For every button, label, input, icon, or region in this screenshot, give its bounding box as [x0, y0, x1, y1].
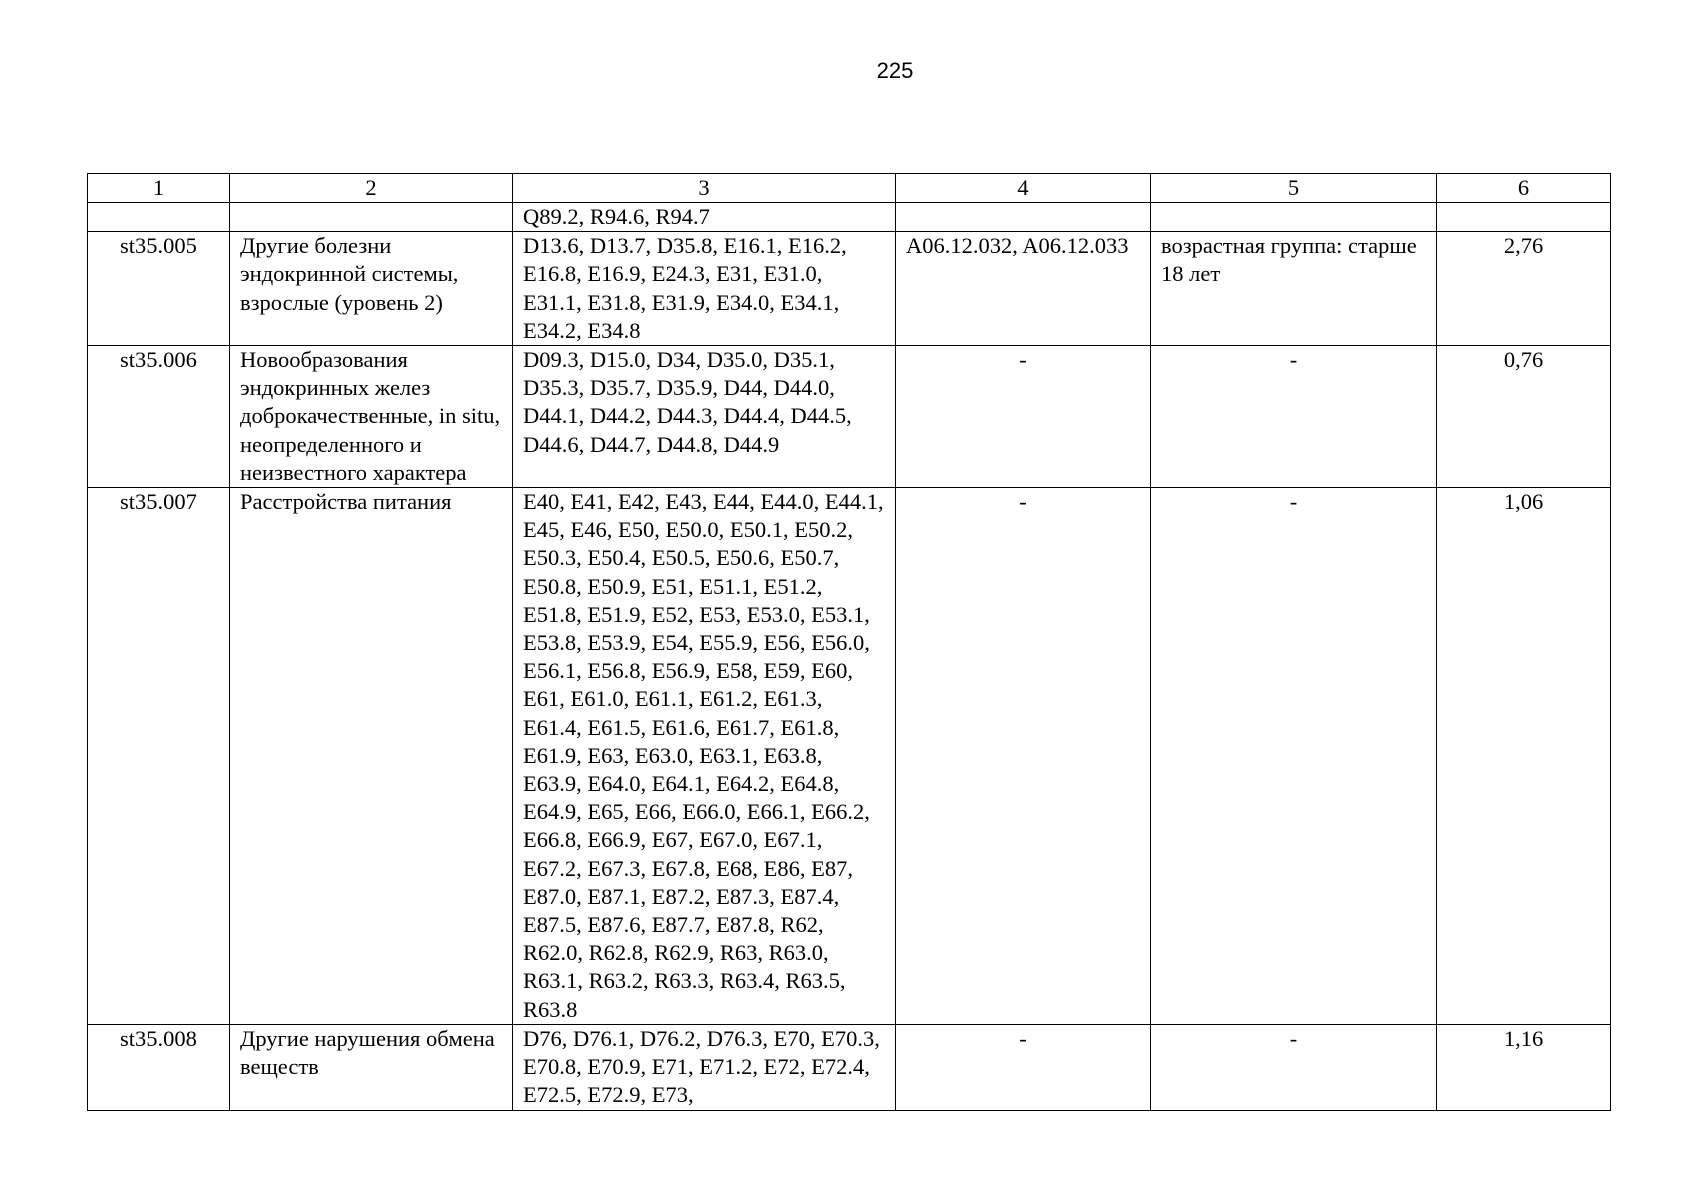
- cell-criteria: -: [1151, 346, 1437, 488]
- column-header-3: 3: [513, 174, 896, 203]
- table-row-continuation: [88, 203, 1611, 232]
- column-header-6: 6: [1437, 174, 1611, 203]
- tariff-table: [87, 173, 1611, 1111]
- cell-name: Расстройства питания: [230, 488, 513, 1025]
- cell-code: st35.007: [88, 488, 230, 1025]
- cell-coefficient: 0,76: [1437, 346, 1611, 488]
- cell-diagnoses: D76, D76.1, D76.2, D76.3, E70, E70.3, E70.8, E70.9, E71, E71.2, E72, E72.4, E72.5, E72.9, E73,: [513, 1024, 896, 1110]
- cell-services: -: [896, 488, 1151, 1025]
- cell-code: [88, 203, 230, 232]
- cell-diagnoses: Q89.2, R94.6, R94.7: [513, 203, 896, 232]
- table-row: [88, 488, 1611, 1025]
- cell-diagnoses: D09.3, D15.0, D34, D35.0, D35.1, D35.3, D35.7, D35.9, D44, D44.0, D44.1, D44.2, D44.3, D44.4, D44.5, D44.6, D44.7, D44.8, D44.9: [513, 346, 896, 488]
- cell-coefficient: 1,06: [1437, 488, 1611, 1025]
- cell-name: [230, 203, 513, 232]
- cell-diagnoses: E40, E41, E42, E43, E44, E44.0, E44.1, E45, E46, E50, E50.0, E50.1, E50.2, E50.3, E50.4, E50.5, E50.6, E50.7, E50.8, E50.9, E51, E51.1, E51.2, E51.8, E51.9, E52, E53, E53.0, E53.1, E53.8, E53.9, E54, E55.9, E56, E56.0, E56.1, E56.8, E56.9, E58, E59, E60, E61, E61.0, E61.1, E61.2, E61.3, E61.4, E61.5, E61.6, E61.7, E61.8, E61.9, E63, E63.0, E63.1, E63.8, E63.9, E64.0, E64.1, E64.2, E64.8, E64.9, E65, E66, E66.0, E66.1, E66.2, E66.8, E66.9, E67, E67.0, E67.1, E67.2, E67.3, E67.8, E68, E86, E87, E87.0, E87.1, E87.2, E87.3, E87.4, E87.5, E87.6, E87.7, E87.8, R62, R62.0, R62.8, R62.9, R63, R63.0, R63.1, R63.2, R63.3, R63.4, R63.5, R63.8: [513, 488, 896, 1025]
- column-header-2: 2: [230, 174, 513, 203]
- cell-code: st35.006: [88, 346, 230, 488]
- cell-criteria: -: [1151, 1024, 1437, 1110]
- cell-services: A06.12.032, A06.12.033: [896, 232, 1151, 346]
- table-row: [88, 232, 1611, 346]
- cell-criteria: возрастная группа: старше 18 лет: [1151, 232, 1437, 346]
- cell-name: Другие нарушения обмена веществ: [230, 1024, 513, 1110]
- cell-services: -: [896, 1024, 1151, 1110]
- cell-code: st35.005: [88, 232, 230, 346]
- table-header-row: [88, 174, 1611, 203]
- cell-code: st35.008: [88, 1024, 230, 1110]
- column-header-5: 5: [1151, 174, 1437, 203]
- cell-services: [896, 203, 1151, 232]
- cell-coefficient: [1437, 203, 1611, 232]
- cell-name: Новообразования эндокринных желез доброкачественные, in situ, неопределенного и неизвестного характера: [230, 346, 513, 488]
- cell-diagnoses: D13.6, D13.7, D35.8, E16.1, E16.2, E16.8, E16.9, E24.3, E31, E31.0, E31.1, E31.8, E31.9, E34.0, E34.1, E34.2, E34.8: [513, 232, 896, 346]
- cell-coefficient: 1,16: [1437, 1024, 1611, 1110]
- column-header-1: 1: [88, 174, 230, 203]
- page-number: 225: [876, 58, 914, 83]
- column-header-4: 4: [896, 174, 1151, 203]
- cell-services: -: [896, 346, 1151, 488]
- table-row: [88, 1024, 1611, 1110]
- cell-criteria: [1151, 203, 1437, 232]
- cell-name: Другие болезни эндокринной системы, взрослые (уровень 2): [230, 232, 513, 346]
- cell-coefficient: 2,76: [1437, 232, 1611, 346]
- table-row: [88, 346, 1611, 488]
- cell-criteria: -: [1151, 488, 1437, 1025]
